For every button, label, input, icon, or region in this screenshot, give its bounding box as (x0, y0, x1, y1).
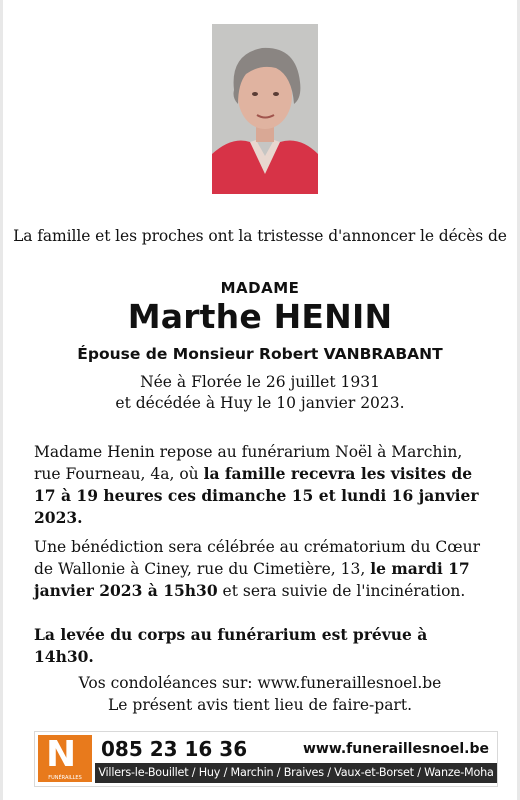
logo-letter: N (46, 735, 77, 775)
locations-strip: Villers-le-Bouillet / Huy / Marchin / Braives / Vaux-et-Borset / Wanze-Moha (95, 763, 497, 783)
visitation-paragraph (34, 441, 490, 529)
funeral-home-logo (38, 735, 92, 782)
departure-paragraph: La levée du corps au funérarium est prévue à 14h30. (34, 625, 428, 666)
ceremony-date: le mardi 17 janvier 2023 à 15h30 (34, 559, 470, 600)
visitation-times: la famille recevra les visites de 17 à 19 heures ces dimanche 15 et lundi 16 janvier 2023. (34, 464, 479, 527)
deceased-name: Marthe HENIN (127, 297, 393, 336)
phone-number[interactable]: 085 23 16 36 (101, 737, 248, 761)
ceremony-paragraph (34, 536, 490, 602)
funeral-home-banner (34, 731, 498, 787)
website-link[interactable]: www.funeraillesnoel.be (302, 741, 489, 757)
birth-line: Née à Florée le 26 juillet 1931 (140, 373, 380, 391)
spouse-line: Épouse de Monsieur Robert VANBRABANT (77, 345, 443, 363)
intro-text: La famille et les proches ont la tristesse d'annoncer le décès de (13, 227, 507, 245)
portrait-photo (212, 24, 318, 194)
ceremony-text: Une bénédiction sera célébrée au crématorium du Cœur de Wallonie à Ciney, rue du Cimetière, 13, (34, 538, 480, 578)
condolences-line: Vos condoléances sur: www.funeraillesnoel.be (78, 674, 442, 692)
honorific: MADAME (220, 279, 300, 297)
visitation-text: Madame Henin repose au funérarium Noël à Marchin, rue Fourneau, 4a, où (34, 443, 463, 483)
notice-note: Le présent avis tient lieu de faire-part. (108, 696, 412, 714)
condolences-block (0, 672, 520, 716)
ceremony-text-after: et sera suivie de l'incinération. (217, 582, 466, 600)
death-line: et décédée à Huy le 10 janvier 2023. (115, 394, 405, 412)
logo-subtitle: FUNÉRAILLES (48, 775, 82, 781)
